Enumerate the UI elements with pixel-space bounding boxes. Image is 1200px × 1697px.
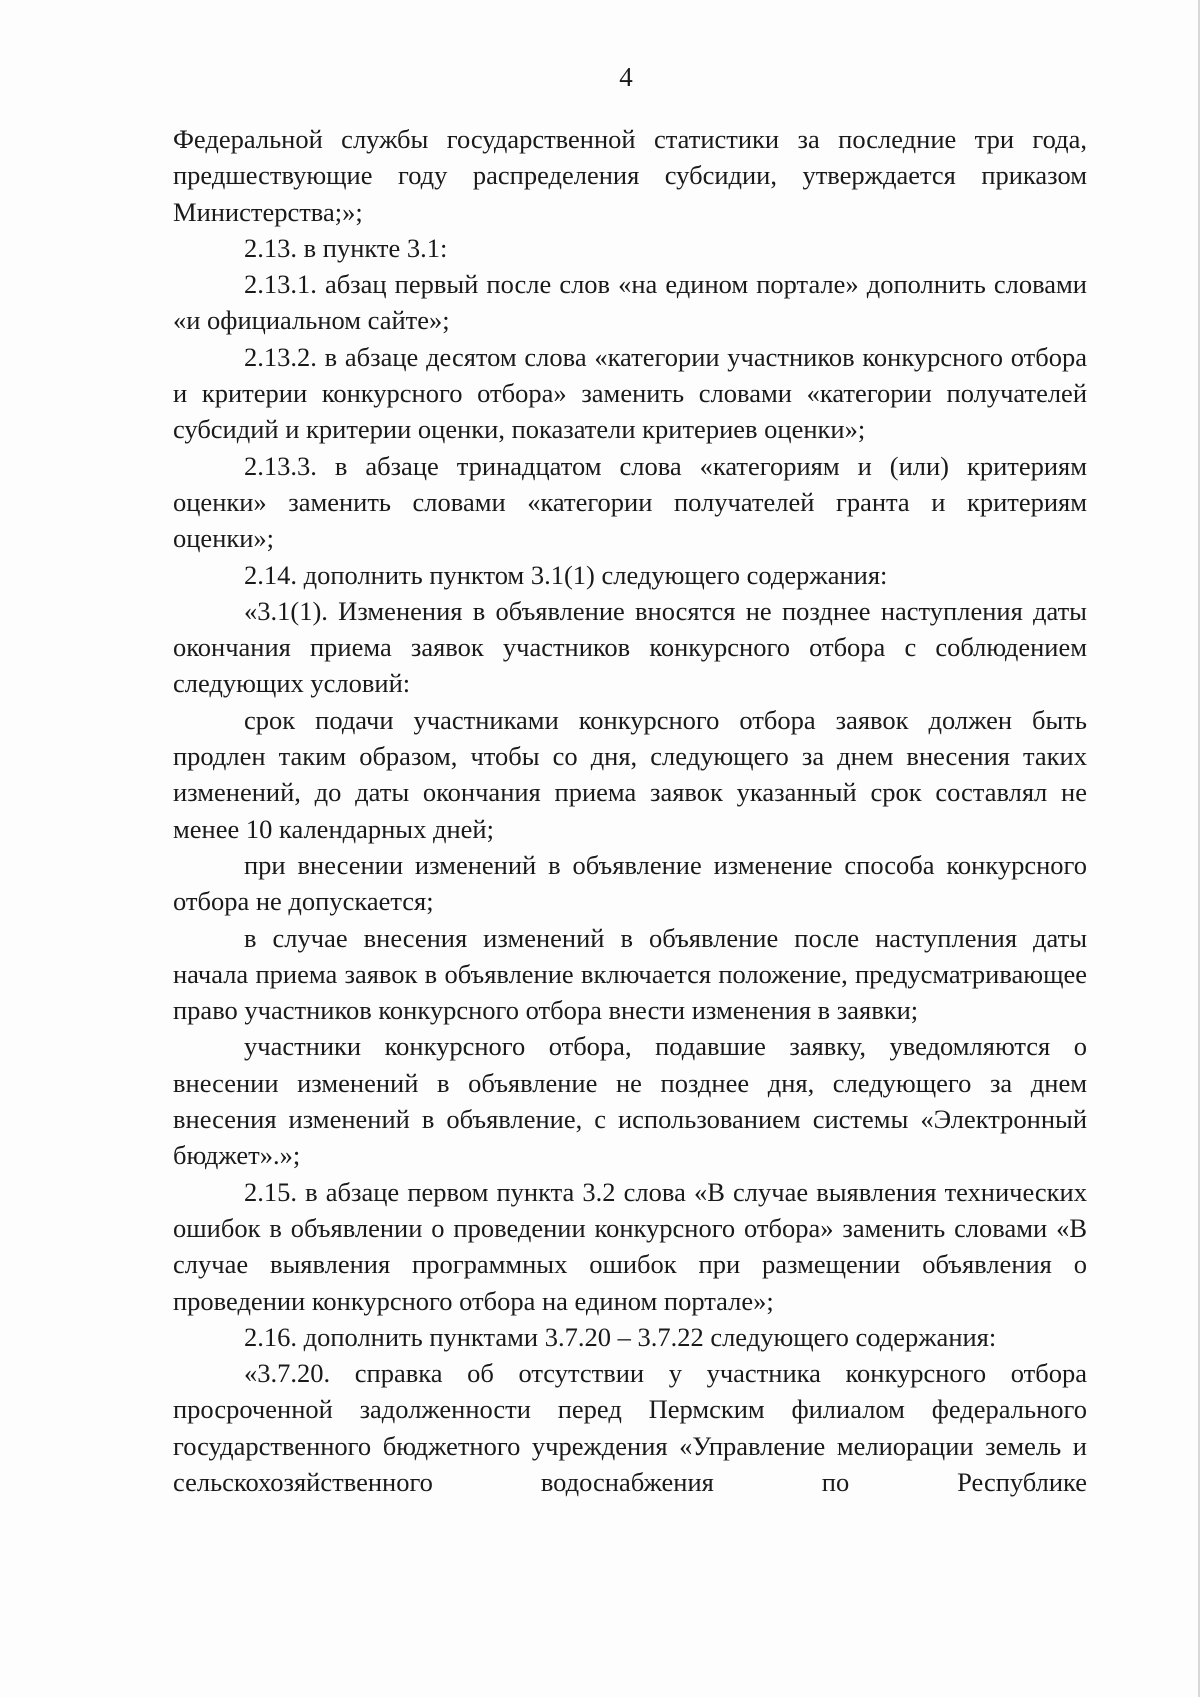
paragraph-method-change: при внесении изменений в объявление изменение способа конкурсного отбора не допускается; [173, 849, 1087, 917]
paragraph-2-13-2: 2.13.2. в абзаце десятом слова «категории участников конкурсного отбора и критерии конкурсного отбора» заменить словами «категории получателей субсидий и критерии оценки, показатели критериев оценки»; [173, 341, 1087, 445]
paragraph-3-1-1: «3.1(1). Изменения в объявление вносятся не позднее наступления даты окончания приема заявок участников конкурсного отбора с соблюдением следующих условий: [173, 595, 1087, 699]
paragraph-2-13-1: 2.13.1. абзац первый после слов «на едином портале» дополнить словами «и официальном сайте»; [173, 269, 1087, 336]
paragraph-continuation: Федеральной службы государственной статистики за последние три года, предшествующие году распределения субсидии, утверждается приказом Министерства;»; [173, 124, 1087, 227]
paragraph-participant-notification: участники конкурсного отбора, подавшие заявку, уведомляются о внесении изменений в объявление не позднее дня, следующего за днем внесения изменений в объявление, с использованием системы «Электронный бюджет».»; [173, 1031, 1087, 1171]
paragraph-2-14: 2.14. дополнить пунктом 3.1(1) следующего содержания: [244, 559, 888, 590]
paragraph-2-15: 2.15. в абзаце первом пункта 3.2 слова «В случае выявления технических ошибок в объявлении о проведении конкурсного отбора» заменить словами «В случае выявления программных ошибок при размещении объявления о проведении конкурсного отбора на едином портале»; [173, 1176, 1087, 1316]
paragraph-3-7-20: «3.7.20. справка об отсутствии у участника конкурсного отбора просроченной задолженности перед Пермским филиалом федерального государственного бюджетного учреждения «Управление мелиорации земель и сельскохозяйственного водоснабжения по Республике [173, 1358, 1087, 1497]
paragraph-deadline-extension: срок подачи участниками конкурсного отбора заявок должен быть продлен таким образом, чтобы со дня, следующего за днем внесения таких изменений, до даты окончания приема заявок указанный срок составлял не менее 10 календарных дней; [173, 704, 1087, 844]
paragraph-2-13-3: 2.13.3. в абзаце тринадцатом слова «категориям и (или) критериям оценки» заменить словами «категории получателей гранта и критериям оценки»; [173, 450, 1087, 554]
paragraph-2-16: 2.16. дополнить пунктами 3.7.20 – 3.7.22 следующего содержания: [244, 1321, 997, 1352]
page-number: 4 [619, 62, 633, 92]
paragraph-changes-after-start: в случае внесения изменений в объявление после наступления даты начала приема заявок в объявление включается положение, предусматривающее право участников конкурсного отбора внести изменения в заявки; [173, 922, 1087, 1026]
paragraph-2-13: 2.13. в пункте 3.1: [244, 232, 448, 263]
document-body [173, 121, 1087, 1500]
